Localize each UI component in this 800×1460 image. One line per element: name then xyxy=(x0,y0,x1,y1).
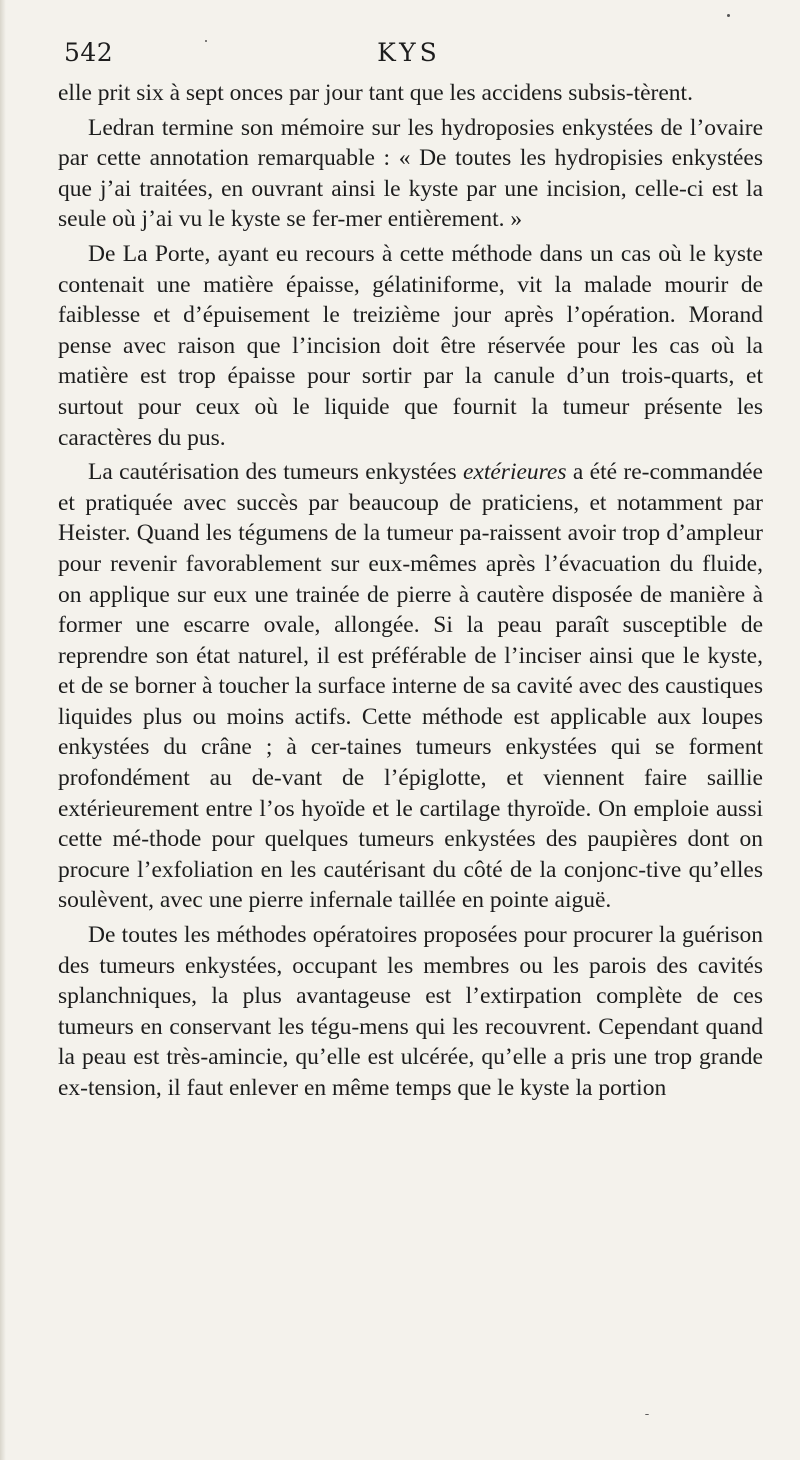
ink-speck xyxy=(205,40,207,42)
paragraph-3 xyxy=(58,239,763,453)
paragraph-3-text: De La Porte, ayant eu recours à cette méthode dans un cas où le kyste contenait une matière épaisse, gélatiniforme, vit la malade mourir de faiblesse et d’épuisement le treizième jour après l’opération. Morand pense avec raison que l’incision doit être réservée pour les cas où la matière est trop épaisse pour sortir par la canule d’un trois-quarts, et surtout pour ceux où le liquide que fournit la tumeur présente les caractères du pus. xyxy=(58,240,763,451)
body-text xyxy=(58,78,763,1108)
paragraph-5 xyxy=(58,920,763,1104)
paragraph-5-text: De toutes les méthodes opératoires proposées pour procurer la guérison des tumeurs enkystées, occupant les membres ou les parois des cavités splanchniques, la plus avantageuse est l’extirpation complète de ces tumeurs en conservant les tégu-mens qui les recouvrent. Cependant quand la peau est très-amincie, qu’elle est ulcérée, qu’elle a pris une trop grande ex-tension, il faut enlever en même temps que le kyste la portion xyxy=(58,922,763,1101)
paragraph-1 xyxy=(58,78,763,109)
paragraph-2 xyxy=(58,113,763,235)
paragraph-4-text-start: La cautérisation des tumeurs enkystées xyxy=(88,459,463,486)
page-edge-shadow xyxy=(0,0,6,1460)
running-head: KYS xyxy=(377,38,441,67)
ink-speck xyxy=(727,14,730,17)
paragraph-2-text: Ledran termine son mémoire sur les hydroposies enkystées de l’ovaire par cette annotation remarquable : « De toutes les hydropisies enkystées que j’ai traitées, en ouvrant ainsi le kyste par une incision, celle-ci est la seule où j’ai vu le kyste se fer-mer entièrement. » xyxy=(58,114,763,233)
paragraph-1-text: elle prit six à sept onces par jour tant que les accidens subsis-tèrent. xyxy=(58,80,693,106)
page-number: 542 xyxy=(64,38,114,67)
ink-speck xyxy=(645,1414,649,1415)
page-header xyxy=(64,38,754,78)
paragraph-4-text-end: a été re-commandée et pratiquée avec succès par beaucoup de praticiens, et notamment par Heister. Quand les tégumens de la tumeur pa-raissent avoir trop d’ampleur pour revenir favorablement sur eux-mêmes après l’évacuation du fluide, on applique sur eux une trainée de pierre à cautère disposée de manière à former une escarre ovale, allongée. Si la peau paraît susceptible de reprendre son état naturel, il est préférable de l’inciser ainsi que le kyste, et de se borner à toucher la surface interne de sa cavité avec des caustiques liquides plus ou moins actifs. Cette méthode est applicable aux loupes enkystées du crâne ; à cer-taines tumeurs enkystées qui se forment profondément au de-vant de l’épiglotte, et viennent faire saillie extérieurement entre l’os hyoïde et le cartilage thyroïde. On emploie aussi cette mé-thode pour quelques tumeurs enkystées des paupières dont on procure l’exfoliation en les cautérisant du côté de la conjonc-tive qu’elles soulèvent, avec une pierre infernale taillée en pointe aiguë. xyxy=(58,459,763,914)
paragraph-4 xyxy=(58,457,763,916)
paragraph-4-emphasis: extérieures xyxy=(462,459,567,486)
